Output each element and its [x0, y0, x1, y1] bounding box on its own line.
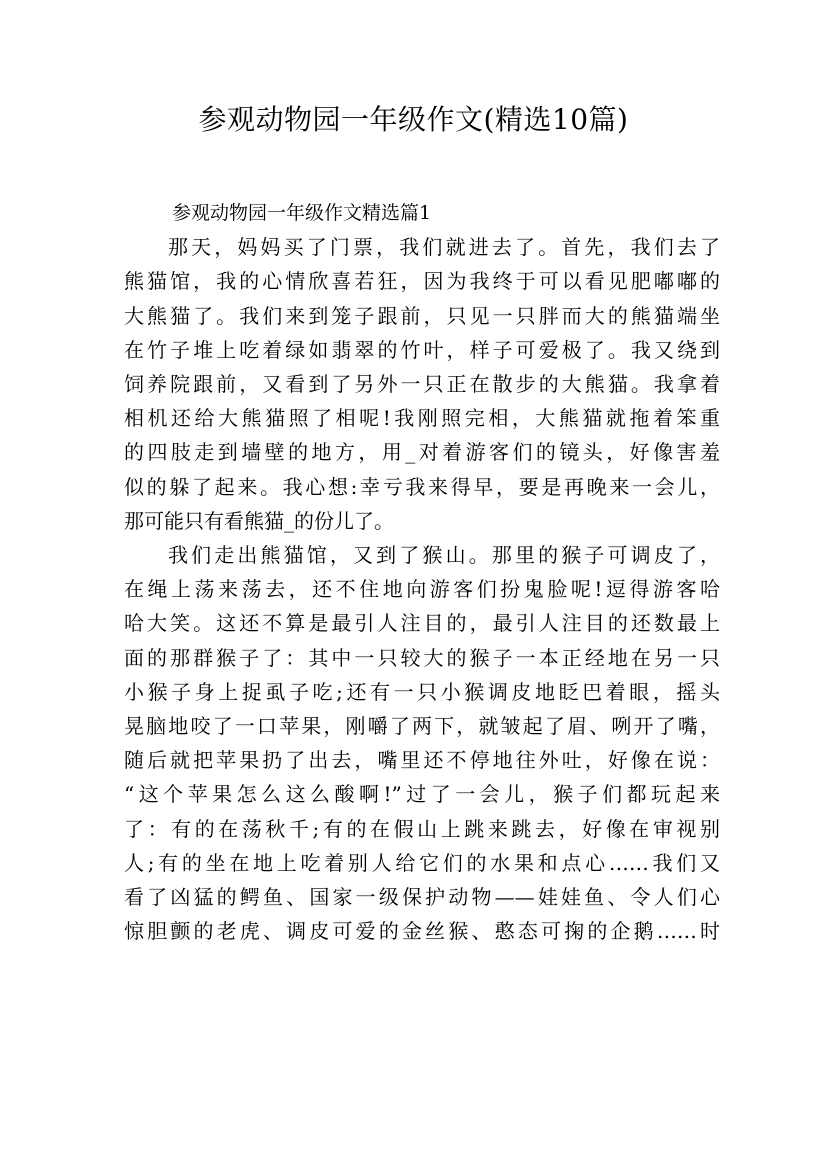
text-line: 了：有的在荡秋千;有的在假山上跳来跳去，好像在审视别 — [124, 816, 720, 841]
text-line: 饲养院跟前，又看到了另外一只正在散步的大熊猫。我拿着 — [124, 372, 720, 397]
document-title: 参观动物园一年级作文(精选10篇) — [198, 103, 629, 136]
text-line: 随后就把苹果扔了出去，嘴里还不停地往外吐，好像在说： — [124, 748, 720, 773]
text-line: 人;有的坐在地上吃着别人给它们的水果和点心……我们又 — [124, 850, 720, 875]
text-line: 我们走出熊猫馆，又到了猴山。那里的猴子可调皮了， — [168, 543, 720, 568]
text-line: 似的躲了起来。我心想:幸亏我来得早，要是再晚来一会儿， — [124, 474, 720, 499]
text-line: “这个苹果怎么这么酸啊!”过了一会儿，猴子们都玩起来 — [124, 782, 720, 807]
text-line: 惊胆颤的老虎、调皮可爱的金丝猴、憨态可掬的企鹅……时 — [124, 919, 720, 944]
text-line: 小猴子身上捉虱子吃;还有一只小猴调皮地眨巴着眼，摇头 — [124, 679, 720, 704]
text-line: 那天，妈妈买了门票，我们就进去了。首先，我们去了 — [168, 235, 720, 260]
text-line: 大熊猫了。我们来到笼子跟前，只见一只胖而大的熊猫端坐 — [124, 303, 720, 328]
text-line: 哈大笑。这还不算是最引人注目的，最引人注目的还数最上 — [124, 611, 720, 636]
text-line: 在竹子堆上吃着绿如翡翠的竹叶，样子可爱极了。我又绕到 — [124, 337, 720, 362]
text-line: 熊猫馆，我的心情欣喜若狂，因为我终于可以看见肥嘟嘟的 — [124, 269, 720, 294]
paragraph-2 — [124, 538, 720, 948]
text-line: 的四肢走到墙壁的地方，用_对着游客们的镜头，好像害羞 — [124, 440, 720, 465]
text-line: 那可能只有看熊猫_的份儿了。 — [124, 508, 394, 533]
document-body — [124, 196, 720, 948]
text-line: 晃脑地咬了一口苹果，刚嚼了两下，就皱起了眉、咧开了嘴， — [124, 714, 720, 739]
section-subtitle: 参观动物园一年级作文精选篇1 — [172, 202, 432, 224]
text-line: 看了凶猛的鳄鱼、国家一级保护动物——娃娃鱼、令人们心 — [124, 885, 720, 910]
text-line: 相机还给大熊猫照了相呢!我刚照完相，大熊猫就拖着笨重 — [124, 406, 720, 431]
text-line: 面的那群猴子了：其中一只较大的猴子一本正经地在另一只 — [124, 645, 720, 670]
paragraph-1 — [124, 230, 720, 538]
text-line: 在绳上荡来荡去，还不住地向游客们扮鬼脸呢!逗得游客哈 — [124, 577, 720, 602]
